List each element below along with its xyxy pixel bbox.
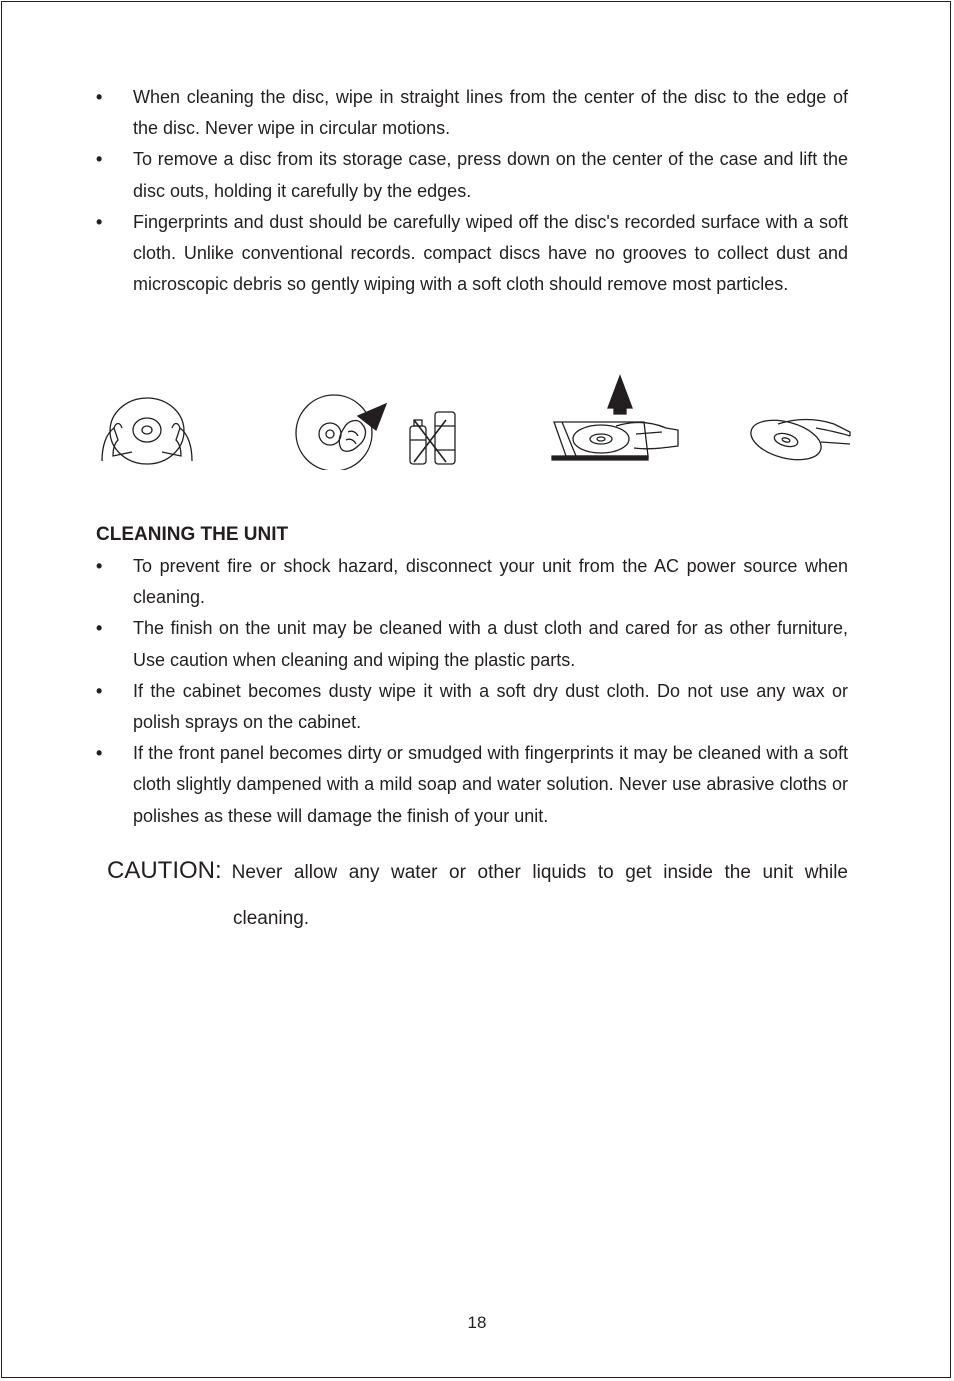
caution-text: Never allow any water or other liquids to get inside the unit while — [231, 862, 848, 883]
disc-care-illustrations — [96, 370, 856, 470]
list-item: • When cleaning the disc, wipe in straight lines from the center of the disc to the edge of the disc. Never wipe in circular motions. — [96, 87, 848, 139]
caution-text-continued: cleaning. — [233, 908, 310, 929]
page-number: 18 — [467, 1313, 487, 1332]
disc-care-list — [96, 82, 848, 300]
cleaning-unit-list — [96, 551, 848, 832]
hand-holding-disc-edge-icon — [747, 413, 850, 466]
caution-label: CAUTION: — [107, 857, 222, 884]
list-item: • To remove a disc from its storage case, press down on the center of the case and lift the disc outs, holding it carefully by the edges. — [96, 149, 848, 201]
list-item: • To prevent fire or shock hazard, disconnect your unit from the AC power source when cleaning. — [96, 556, 848, 608]
list-item: • The finish on the unit may be cleaned with a dust cloth and cared for as other furniture, Use caution when cleaning and wiping the plastic parts. — [96, 618, 848, 670]
no-solvent-spray-icon — [410, 412, 455, 464]
list-item: • If the cabinet becomes dusty wipe it with a soft dry dust cloth. Do not use any wax or polish sprays on the cabinet. — [96, 680, 848, 733]
list-item: • If the front panel becomes dirty or smudged with fingerprints it may be cleaned with a soft cloth slightly dampened with a mild soap and water solution. Never use abrasive cloths or polishes as these will damage the finish of your unit. — [96, 743, 848, 826]
caution-note — [107, 848, 848, 942]
hands-holding-disc-icon — [102, 398, 192, 464]
section-heading: CLEANING THE UNIT — [96, 524, 289, 545]
wiping-disc-icon — [296, 395, 386, 470]
removing-disc-from-case-icon — [552, 376, 678, 460]
list-item: • Fingerprints and dust should be carefully wiped off the disc's recorded surface with a soft cloth. Unlike conventional records. compact discs have no grooves to collect dust and microscopic debris so gently wiping with a soft cloth should remove most particles. — [96, 211, 848, 295]
